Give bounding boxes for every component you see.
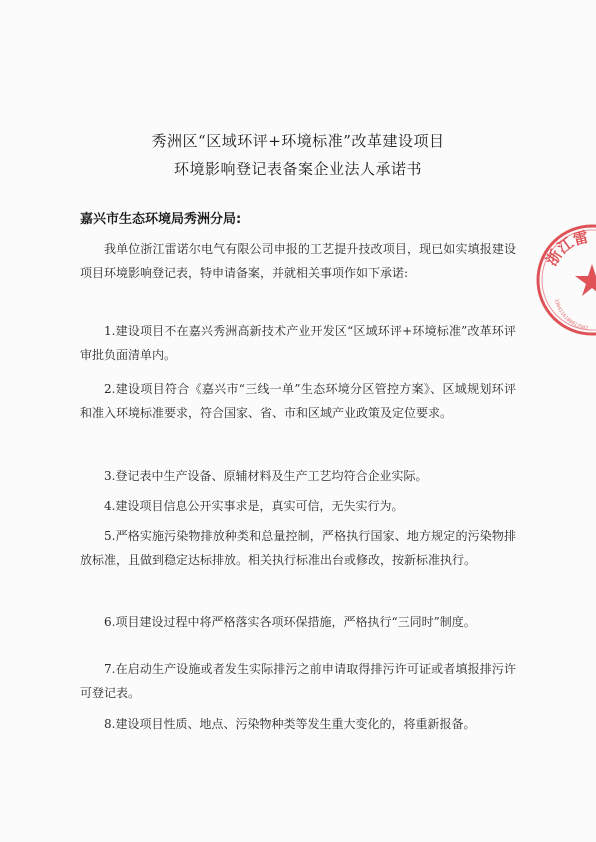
commitment-item-3: 3.登记表中生产设备、原辅材料及生产工艺均符合企业实际。 bbox=[104, 469, 428, 483]
company-seal-stamp bbox=[530, 218, 596, 338]
commitment-item-8: 8.建设项目性质、地点、污染物种类等发生重大变化的，将重新报备。 bbox=[104, 717, 476, 731]
commitment-item-6: 6.项目建设过程中将严格落实各项环保措施，严格执行“三同时”制度。 bbox=[104, 615, 476, 629]
seal-code: 3304116100012507 bbox=[552, 298, 589, 332]
intro-paragraph: 我单位浙江雷诺尔电气有限公司申报的工艺提升技改项目，现已如实填报建设项目环境影响登记表，特申请备案，并就相关事项作如下承诺: bbox=[80, 242, 516, 280]
document-title-line2: 环境影响登记表备案企业法人承诺书 bbox=[173, 160, 422, 178]
commitment-item-1: 1.建设项目不在嘉兴秀洲高新技术产业开发区“区域环评+环境标准”改革环评审批负面清单内。 bbox=[80, 324, 516, 362]
seal-star-icon bbox=[575, 264, 596, 296]
commitment-item-4: 4.建设项目信息公开实事求是，真实可信，无失实行为。 bbox=[104, 499, 404, 513]
seal-text: 浙江雷 bbox=[542, 227, 591, 270]
document-title-line1: 秀洲区“区域环评+环境标准”改革建设项目 bbox=[151, 132, 445, 150]
commitment-item-2: 2.建设项目符合《嘉兴市“三线一单”生态环境分区管控方案》、区域规划环评和准入环境标准要求，符合国家、省、市和区域产业政策及定位要求。 bbox=[80, 382, 516, 420]
svg-text:浙江雷 bbox=[542, 228, 590, 269]
commitment-item-7: 7.在启动生产设施或者发生实际排污之前申请取得排污许可证或者填报排污许可登记表。 bbox=[80, 662, 516, 700]
commitment-item-5: 5.严格实施污染物排放种类和总量控制，严格执行国家、地方规定的污染物排放标准，且做到稳定达标排放。相关执行标准出台或修改，按新标准执行。 bbox=[80, 529, 516, 567]
svg-text:3304116100012507 bbox=[553, 298, 589, 332]
addressee: 嘉兴市生态环境局秀洲分局: bbox=[80, 212, 242, 227]
